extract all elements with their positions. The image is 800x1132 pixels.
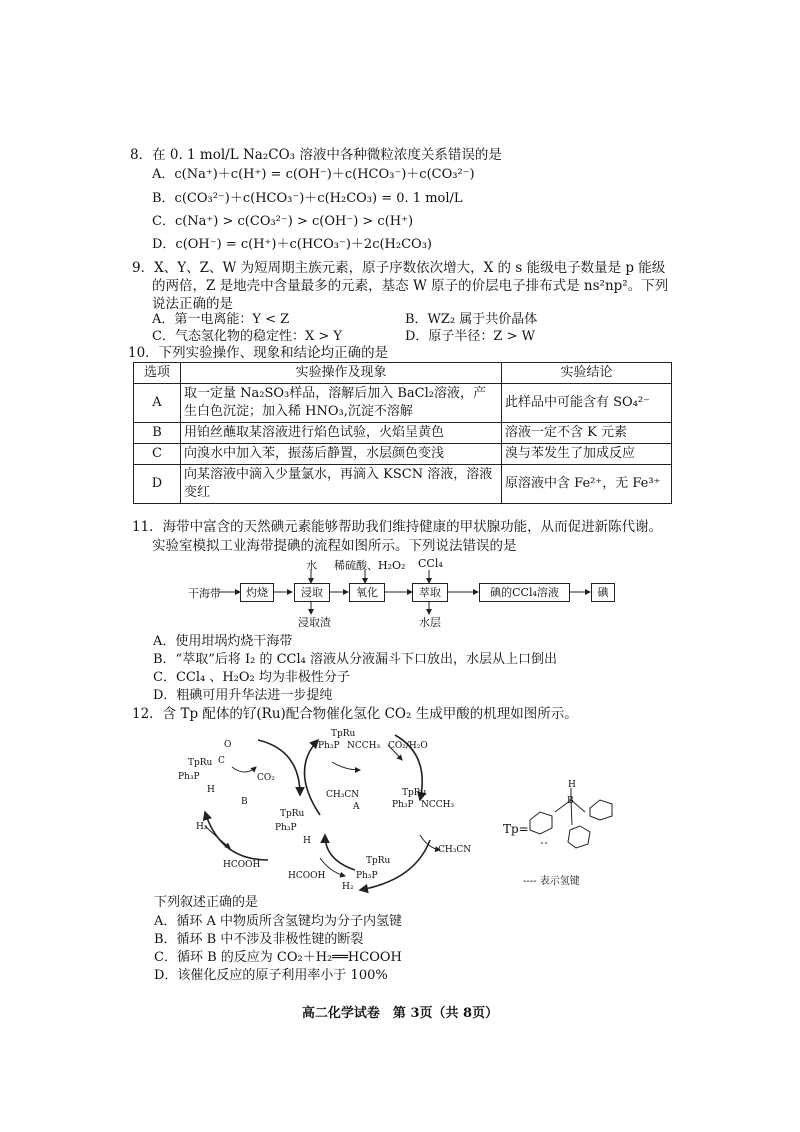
mech-co2: CO₂	[257, 773, 275, 783]
flow-input-water: 水	[306, 559, 317, 572]
page-footer: 高二化学试卷 第 3页（共 8页）	[301, 1006, 499, 1021]
q12-option-c: C．循环 B 的反应为 CO₂＋H₂══HCOOH	[154, 950, 402, 965]
flow-start: 干海带	[188, 587, 221, 600]
hydrogen-bond-legend: ---- 表示氢键	[523, 876, 580, 887]
mech-hcooh-left: HCOOH	[223, 860, 261, 870]
flow-box-oxidize: 氧化	[349, 583, 385, 602]
q9-stem-line1: 9．X、Y、Z、W 为短周期主族元素，原子序数依次增大，X 的 s 能级电子数量是 p 能级	[132, 260, 666, 276]
mech-ncch3-right: NCCH₃	[421, 800, 455, 810]
mech-o-top: O	[224, 740, 232, 750]
flow-box-iodine: 碘	[591, 583, 615, 602]
q9-option-d: D．原子半径：Z > W	[405, 329, 535, 344]
mech-h-center: H	[303, 836, 311, 846]
q11-stem-line1: 11．海带中富含的天然碘元素能够帮助我们维持健康的甲状腺功能，从而促进新陈代谢。	[132, 519, 663, 535]
flow-box-iodine-ccl4: 碘的CCl₄溶液	[479, 583, 570, 602]
row-conclusion: 此样品中可能含有 SO₄²⁻	[502, 384, 672, 423]
header-operation: 实验操作及现象	[181, 363, 502, 384]
q9-option-a: A．第一电离能：Y < Z	[152, 312, 290, 327]
q9-stem-line3: 说法正确的是	[152, 296, 233, 312]
flow-input-ccl4: CCl₄	[418, 557, 443, 570]
mech-ph3p-center: Ph₃P	[275, 823, 297, 833]
flow-box-extract: 萃取	[412, 583, 448, 602]
row-conclusion: 溴与苯发生了加成反应	[502, 444, 672, 465]
header-option: 选项	[134, 363, 181, 384]
mech-tpru-b: TpRu	[188, 758, 213, 768]
row-operation: 用铂丝蘸取某溶液进行焰色试验，火焰呈黄色	[181, 423, 502, 444]
q8-option-a: A．c(Na⁺)＋c(H⁺) = c(OH⁻)＋c(HCO₃⁻)＋c(CO₃²⁻)	[152, 167, 475, 182]
tp-label: Tp=	[503, 822, 529, 836]
flow-input-acid: 稀硫酸、H₂O₂	[334, 559, 406, 572]
q9-option-b: B．WZ₂ 属于共价晶体	[405, 312, 538, 327]
mech-h-b: H	[207, 785, 215, 795]
mech-cycle-a: A	[353, 802, 360, 812]
tp-boron: B	[567, 796, 574, 806]
q11-option-a: A．使用坩埚灼烧干海带	[153, 634, 293, 649]
mech-h2-left: H₂	[196, 822, 208, 832]
row-option: C	[134, 444, 181, 465]
mech-ch3cn-bottom: CH₃CN	[438, 845, 472, 855]
mech-ncch3-top: NCCH₃	[347, 741, 381, 751]
mech-tpru-bottom: TpRu	[366, 856, 391, 866]
q8-option-b: B．c(CO₃²⁻)＋c(HCO₃⁻)＋c(H₂CO₃) = 0. 1 mol/L	[152, 191, 463, 206]
row-conclusion: 原溶液中含 Fe²⁺，无 Fe³⁺	[502, 465, 672, 504]
mech-ph3p-top: Ph₃P	[318, 741, 340, 751]
mech-ph3p-bottom: Ph₃P	[356, 871, 378, 881]
q9-option-c: C．气态氢化物的稳定性：X > Y	[152, 329, 342, 344]
mech-ph3p-right: Ph₃P	[392, 800, 414, 810]
mech-hcooh-bottom: HCOOH	[288, 871, 326, 881]
flow-output-water-layer: 水层	[419, 616, 441, 629]
q11-option-b: B．“萃取”后将 I₂ 的 CCl₄ 溶液从分液漏斗下口放出，水层从上口倒出	[153, 652, 557, 667]
mech-tpru-top: TpRu	[331, 729, 356, 739]
q12-option-b: B．循环 B 中不涉及非极性键的断裂	[154, 932, 364, 947]
header-conclusion: 实验结论	[502, 363, 672, 384]
mech-tpru-center: TpRu	[280, 809, 305, 819]
flow-output-residue: 浸取渣	[298, 616, 331, 629]
q10-stem: 10．下列实验操作、现象和结论均正确的是	[128, 345, 389, 361]
row-option: B	[134, 423, 181, 444]
q8-option-d: D．c(OH⁻) = c(H⁺)＋c(HCO₃⁻)＋2c(H₂CO₃)	[152, 237, 432, 252]
q12-stem: 12．含 Tp 配体的钌(Ru)配合物催化氢化 CO₂ 生成甲酸的机理如图所示。	[132, 706, 578, 722]
flow-box-leach: 浸取	[294, 583, 330, 602]
row-operation: 向某溶液中滴入少量氯水，再滴入 KSCN 溶液，溶液变红	[181, 465, 502, 504]
q11-option-d: D．粗碘可用升华法进一步提纯	[153, 688, 333, 703]
q11-stem-line2: 实验室模拟工业海带提碘的流程如图所示。下列说法错误的是	[152, 538, 517, 554]
mech-ph3p-b: Ph₃P	[178, 772, 200, 782]
mech-co2-h2o: CO₂/H₂O	[388, 741, 428, 751]
q11-option-c: C．CCl₄ 、H₂O₂ 均为非极性分子	[153, 670, 350, 685]
row-conclusion: 溶液一定不含 K 元素	[502, 423, 672, 444]
mech-ch3cn-a: CH₃CN	[326, 790, 360, 800]
q8-option-c: C．c(Na⁺) > c(CO₃²⁻) > c(OH⁻) > c(H⁺)	[152, 214, 414, 229]
row-option: D	[134, 465, 181, 504]
q9-stem-line2: 的两倍，Z 是地壳中含量最多的元素，基态 W 原子的价层电子排布式是 ns²np²。下列	[152, 278, 669, 294]
flow-box-burn: 灼烧	[240, 583, 274, 602]
q12-lead: 下列叙述正确的是	[154, 895, 259, 910]
row-operation: 向溴水中加入苯，振荡后静置，水层颜色变浅	[181, 444, 502, 465]
q8-stem: 8．在 0. 1 mol/L Na₂CO₃ 溶液中各种微粒浓度关系错误的是	[130, 147, 502, 163]
row-operation: 取一定量 Na₂SO₃样品，溶解后加入 BaCl₂溶液，产生白色沉淀；加入稀 HNO₃,沉淀不溶解	[181, 384, 502, 423]
q12-option-d: D．该催化反应的原子利用率小于 100%	[154, 968, 388, 983]
q12-option-a: A．循环 A 中物质所含氢键均为分子内氢键	[154, 914, 403, 929]
row-option: A	[134, 384, 181, 423]
tp-boron-h: H	[568, 780, 576, 790]
mech-c-top: C	[218, 756, 225, 766]
mech-h2-bottom: H₂	[342, 882, 354, 892]
mech-cycle-b: B	[241, 797, 248, 807]
mech-tpru-right: TpRu	[402, 788, 427, 798]
